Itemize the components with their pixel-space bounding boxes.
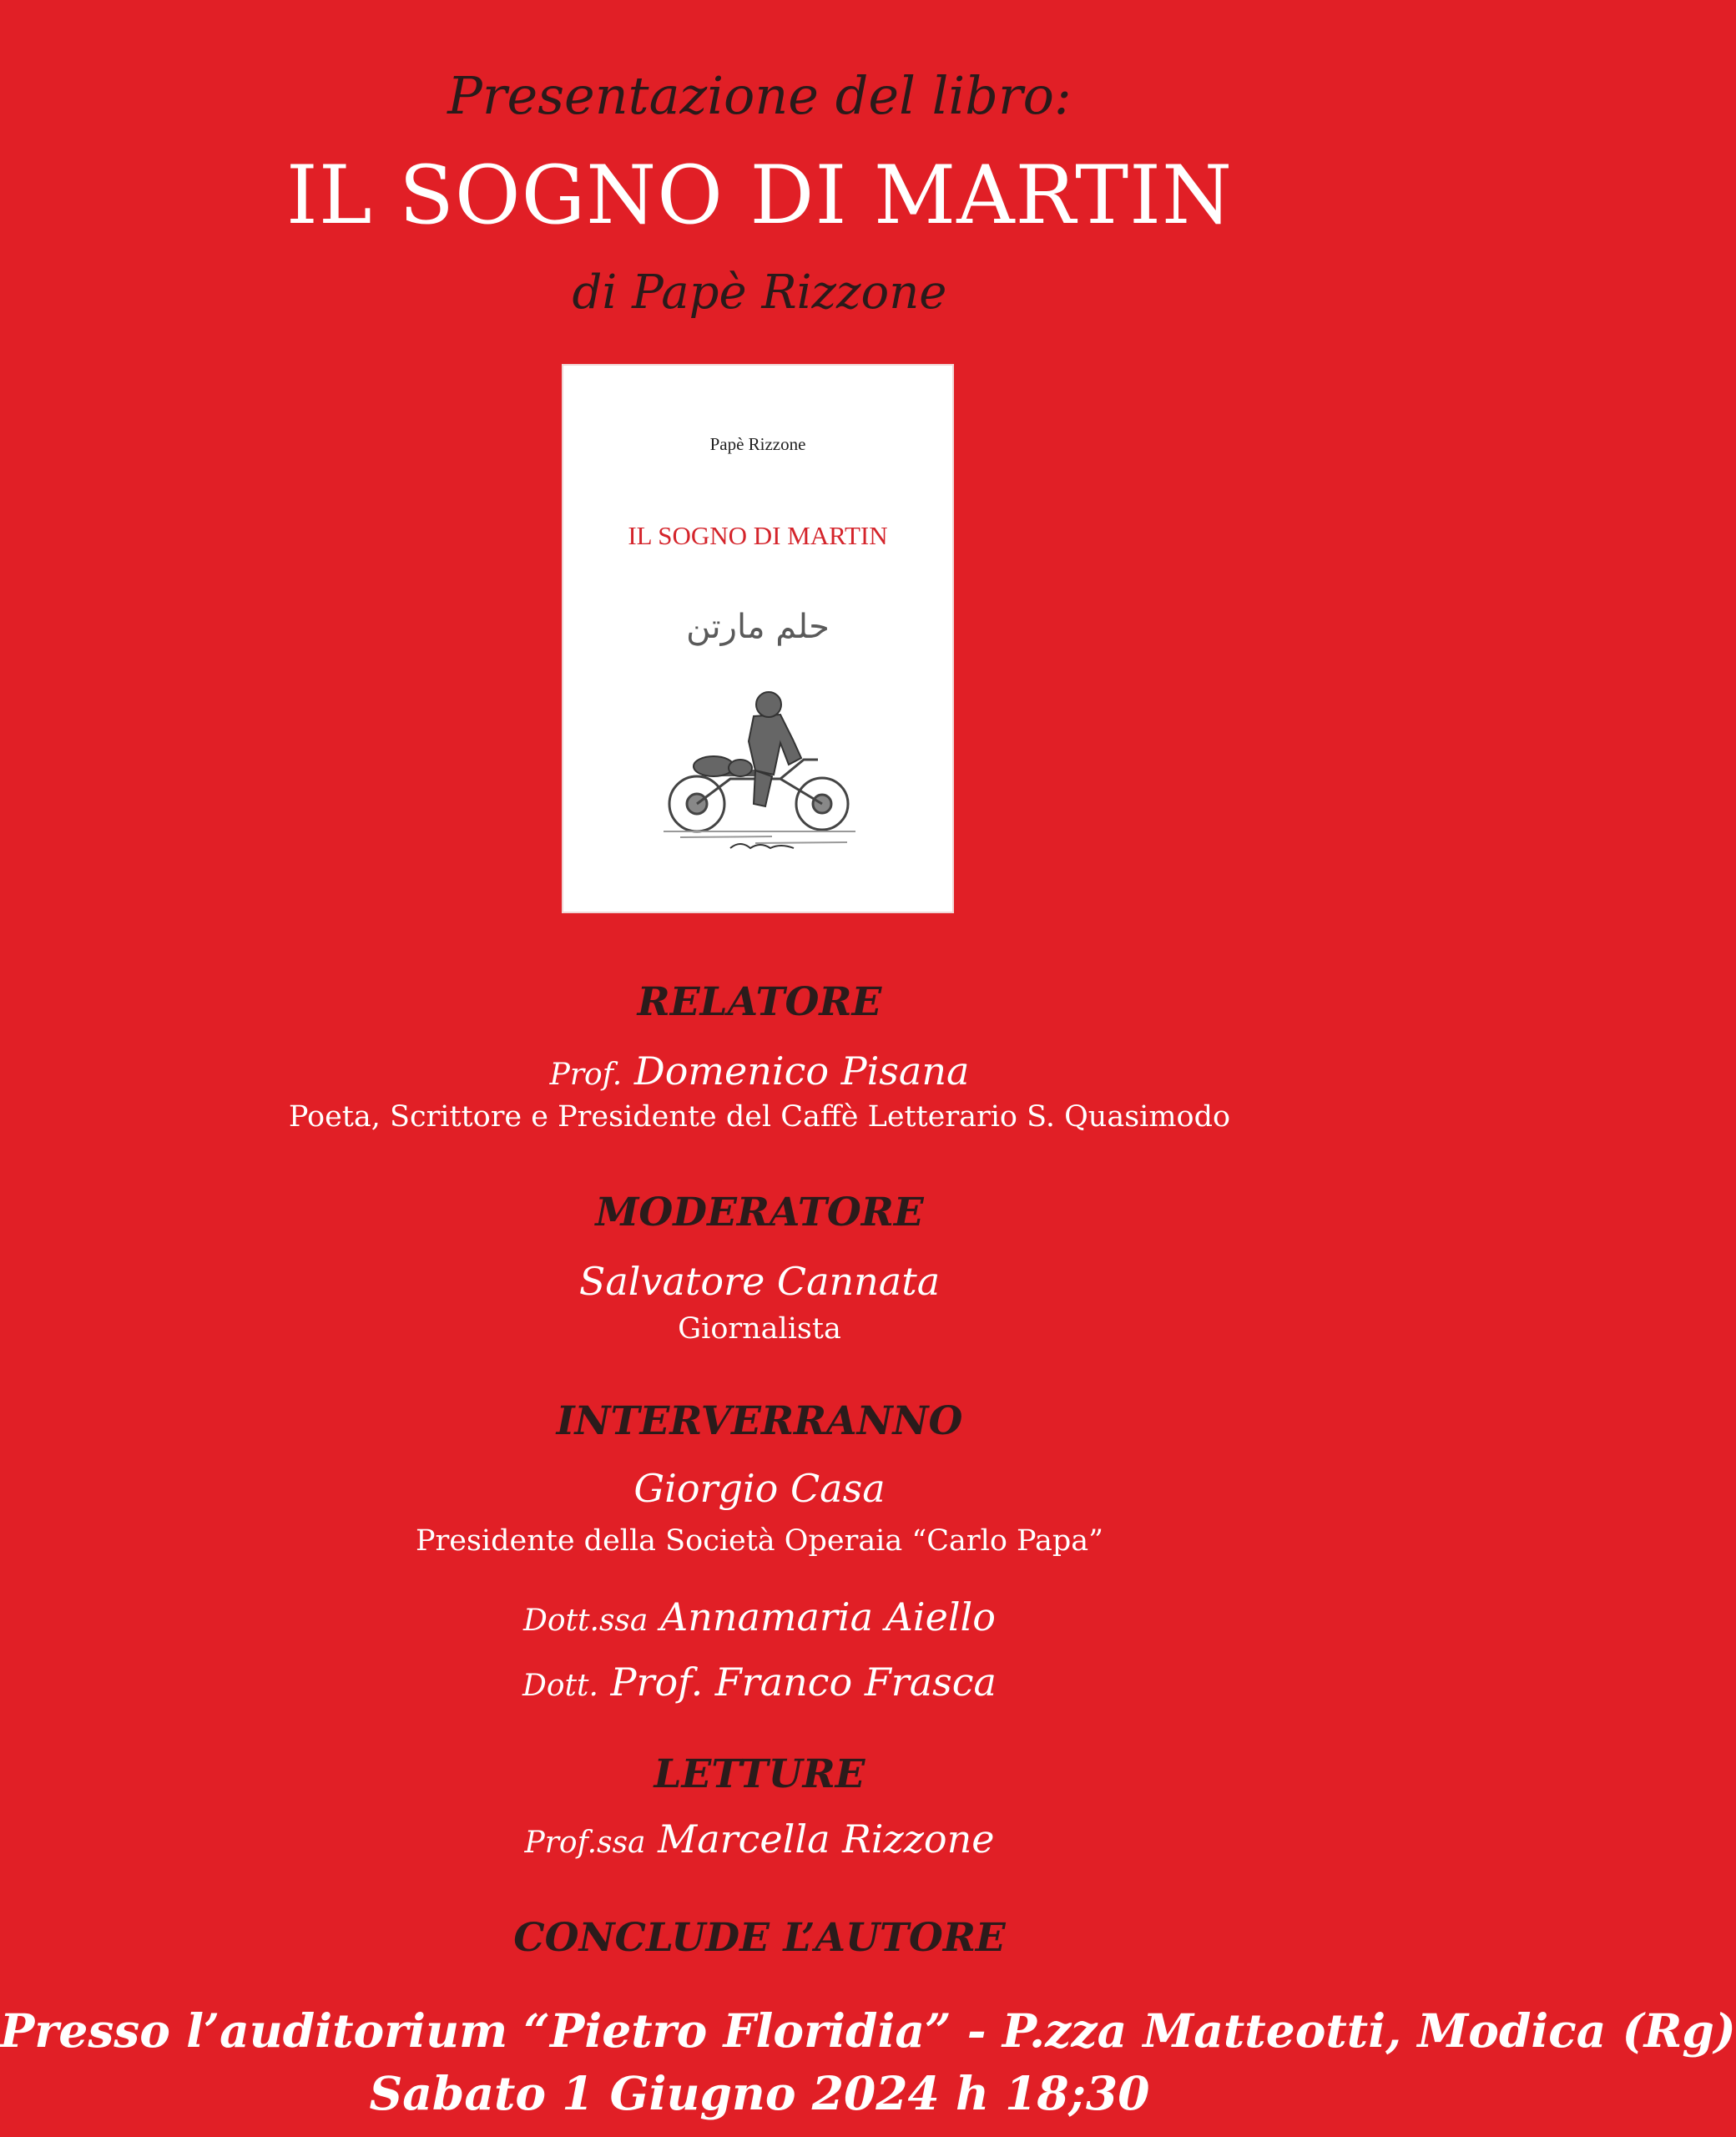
relatore-name: Domenico Pisana: [633, 1048, 970, 1094]
interverranno-heading: INTERVERRANNO: [556, 1398, 963, 1444]
letture-line: [0, 1816, 1519, 1862]
event-date: Sabato 1 Giugno 2024 h 18;30: [369, 2066, 1150, 2120]
relatore-prefix: Prof.: [549, 1058, 623, 1092]
motorcycle-rider-illustration: [655, 691, 864, 858]
relatore-role: Poeta, Scrittore e Presidente del Caffè Letterario S. Quasimodo: [288, 1100, 1231, 1134]
book-cover: [563, 366, 952, 912]
cover-author: Papè Rizzone: [709, 434, 806, 454]
moderatore-role: Giornalista: [678, 1312, 841, 1346]
relatore-name-line: [0, 1048, 1519, 1094]
speaker3-name: Prof. Franco Frasca: [610, 1660, 997, 1705]
conclusion-heading: CONCLUDE L’AUTORE: [513, 1915, 1006, 1961]
presentation-intro: Presentazione del libro:: [447, 65, 1072, 126]
moderatore-heading: MODERATORE: [595, 1190, 924, 1235]
cover-title: IL SOGNO DI MARTIN: [628, 521, 888, 550]
speaker2-prefix: Dott.ssa: [523, 1604, 648, 1638]
moderatore-name: Salvatore Cannata: [578, 1259, 941, 1304]
event-venue: Presso l’auditorium “Pietro Floridia” - P.zza Matteotti, Modica (Rg): [0, 2003, 1736, 2058]
relatore-heading: RELATORE: [637, 979, 882, 1025]
speaker1-role: Presidente della Società Operaia “Carlo Papa”: [415, 1524, 1104, 1558]
author-byline: di Papè Rizzone: [572, 265, 947, 320]
letture-name: Marcella Rizzone: [658, 1816, 995, 1862]
speaker3-line: [0, 1660, 1519, 1705]
letture-prefix: Prof.ssa: [524, 1826, 646, 1860]
letture-heading: LETTURE: [654, 1751, 865, 1797]
cover-arabic-title: حلم مارتن: [686, 608, 830, 646]
speaker1-name: Giorgio Casa: [633, 1466, 886, 1511]
book-title: IL SOGNO DI MARTIN: [285, 149, 1234, 242]
speaker2-name: Annamaria Aiello: [659, 1594, 996, 1639]
speaker3-prefix: Dott.: [522, 1669, 598, 1703]
speaker2-line: [0, 1594, 1519, 1639]
